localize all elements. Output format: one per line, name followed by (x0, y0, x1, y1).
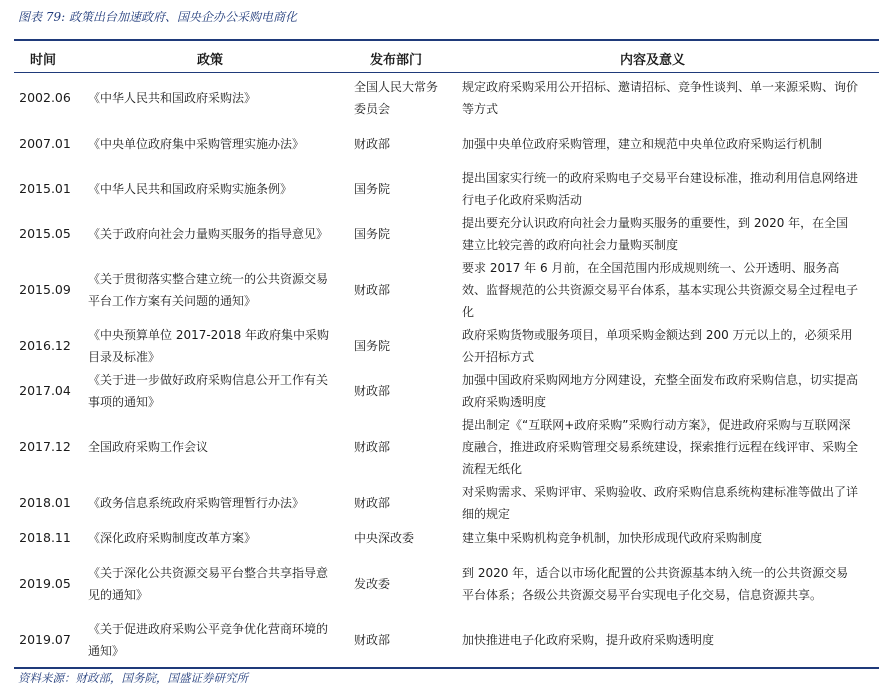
table-row (14, 323, 879, 368)
cell-time: 2019.07 (19, 632, 71, 647)
cell-policy: 《中华人民共和国政府采购法》 (88, 90, 257, 105)
cell-desc: 规定政府采购采用公开招标、邀请招标、竞争性谈判、单一来源采购、询价等方式 (462, 79, 859, 116)
cell-desc: 提出国家实行统一的政府采购电子交易平台建设标准，推动利用信息网络进行电子化政府采购活动 (462, 170, 859, 207)
table-row (14, 550, 879, 617)
cell-desc: 建立集中采购机构竞争机制，加快形成现代政府采购制度 (462, 530, 763, 545)
source-note: 资料来源：财政部，国务院，国盛证券研究所 (18, 671, 248, 685)
cell-time: 2018.11 (19, 530, 71, 545)
cell-policy: 《政务信息系统政府采购管理暂行办法》 (88, 495, 305, 510)
table-row (14, 74, 879, 121)
cell-time: 2007.01 (19, 136, 71, 151)
cell-dept: 国务院 (354, 226, 391, 241)
cell-dept: 财政部 (354, 439, 391, 454)
cell-policy: 《关于深化公共资源交易平台整合共享指导意见的通知》 (88, 565, 329, 602)
table-row (14, 525, 879, 550)
cell-time: 2017.04 (19, 383, 71, 398)
header-policy: 政策 (197, 53, 224, 68)
cell-desc: 加强中国政府采购网地方分网建设，充整全面发布政府采购信息，切实提高政府采购透明度 (462, 372, 859, 409)
table-row (14, 121, 879, 166)
table-body (14, 74, 879, 662)
cell-time: 2015.05 (19, 226, 71, 241)
cell-dept: 国务院 (354, 338, 391, 353)
cell-dept: 财政部 (354, 632, 391, 647)
cell-dept: 财政部 (354, 282, 391, 297)
table-header (14, 46, 879, 70)
table-top-rule (14, 39, 879, 41)
cell-dept: 全国人民大常务委员会 (354, 79, 439, 116)
cell-policy: 《中央单位政府集中采购管理实施办法》 (88, 136, 305, 151)
cell-policy: 《关于贯彻落实整合建立统一的公共资源交易平台工作方案有关问题的通知》 (88, 271, 329, 308)
cell-dept: 财政部 (354, 383, 391, 398)
cell-time: 2002.06 (19, 90, 71, 105)
figure-caption: 图表 79: 政策出台加速政府、国央企办公采购电商化 (18, 10, 297, 24)
table-row (14, 413, 879, 480)
cell-time: 2015.01 (19, 181, 71, 196)
table-row (14, 211, 879, 256)
cell-time: 2016.12 (19, 338, 71, 353)
header-dept: 发布部门 (370, 53, 423, 68)
cell-desc: 加强中央单位政府采购管理，建立和规范中央单位政府采购运行机制 (462, 136, 823, 151)
cell-dept: 财政部 (354, 136, 391, 151)
header-desc: 内容及意义 (620, 53, 686, 68)
cell-desc: 到 2020 年，适合以市场化配置的公共资源基本纳入统一的公共资源交易平台体系；各级公共资源交易平台实现电子化交易，信息资源共享。 (462, 565, 849, 602)
cell-desc: 加快推进电子化政府采购，提升政府采购透明度 (462, 632, 715, 647)
cell-time: 2018.01 (19, 495, 71, 510)
header-time: 时间 (30, 53, 57, 68)
cell-dept: 国务院 (354, 181, 391, 196)
table-bottom-rule (14, 667, 879, 669)
cell-time: 2015.09 (19, 282, 71, 297)
table-row (14, 617, 879, 662)
cell-policy: 《中华人民共和国政府采购实施条例》 (88, 181, 293, 196)
cell-desc: 提出要充分认识政府向社会力量购买服务的重要性，到 2020 年，在全国建立比较完善的政府向社会力量购买制度 (462, 215, 849, 252)
cell-dept: 中央深改委 (354, 530, 415, 545)
cell-policy: 《关于政府向社会力量购买服务的指导意见》 (88, 226, 329, 241)
cell-policy: 《关于进一步做好政府采购信息公开工作有关事项的通知》 (88, 372, 329, 409)
cell-desc: 提出制定《“互联网+政府采购”采购行动方案》，促进政府采购与互联网深度融合，推进政府采购管理交易系统建设，探索推行远程在线评审、采购全流程无纸化 (462, 417, 859, 476)
table-header-rule (14, 72, 879, 73)
cell-policy: 全国政府采购工作会议 (88, 439, 209, 454)
cell-desc: 政府采购货物或服务项目，单项采购金额达到 200 万元以上的，必须采用公开招标方式 (462, 327, 853, 364)
cell-dept: 财政部 (354, 495, 391, 510)
cell-policy: 《深化政府采购制度改革方案》 (88, 530, 257, 545)
cell-dept: 发改委 (354, 576, 391, 591)
cell-time: 2017.12 (19, 439, 71, 454)
table-row (14, 368, 879, 413)
table-row (14, 166, 879, 211)
cell-time: 2019.05 (19, 576, 71, 591)
cell-desc: 要求 2017 年 6 月前，在全国范围内形成规则统一、公开透明、服务高效、监督规范的公共资源交易平台体系，基本实现公共资源交易全过程电子化 (462, 260, 859, 319)
cell-policy: 《关于促进政府采购公平竞争优化营商环境的通知》 (88, 621, 329, 658)
table-row (14, 480, 879, 525)
cell-policy: 《中央预算单位 2017-2018 年政府集中采购目录及标准》 (88, 327, 330, 364)
cell-desc: 对采购需求、采购评审、采购验收、政府采购信息系统构建标准等做出了详细的规定 (462, 484, 859, 521)
table-row (14, 256, 879, 323)
